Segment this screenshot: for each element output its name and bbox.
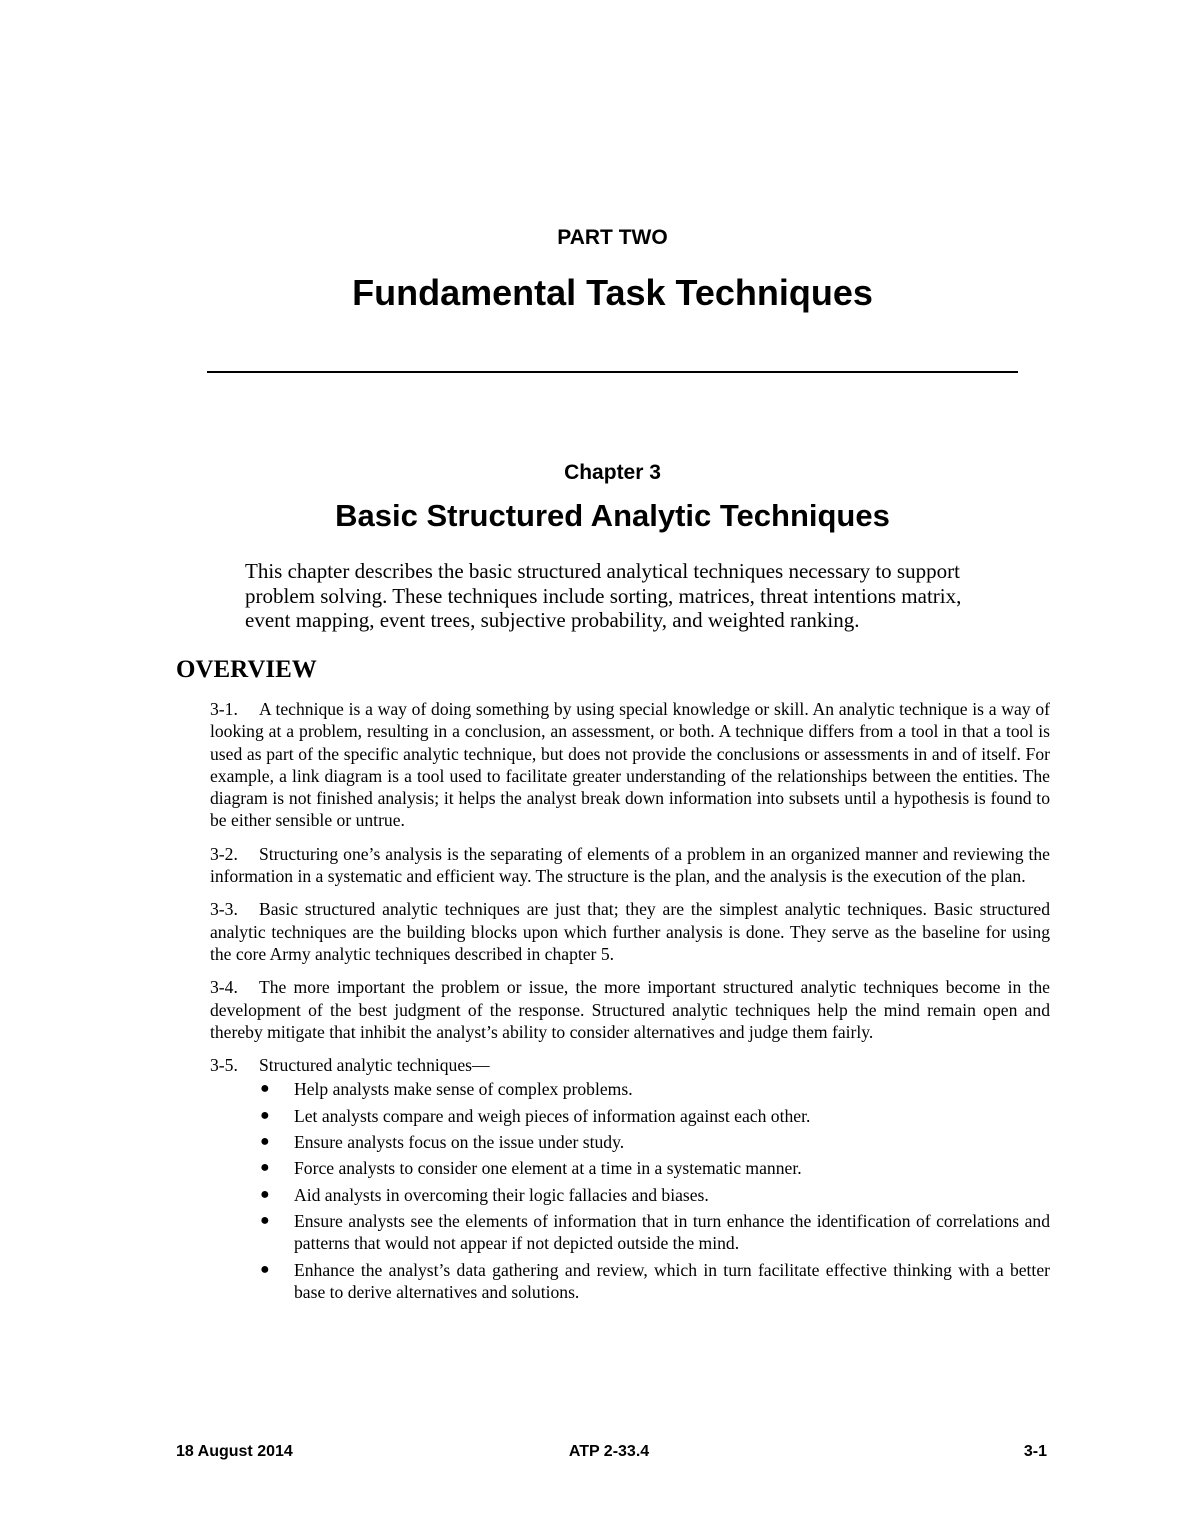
list-item xyxy=(210,1184,1050,1206)
list-item-text: Enhance the analyst’s data gathering and review, which in turn facilitate effective thinking with a better base to derive alternatives and solutions. xyxy=(294,1259,1050,1302)
bullet-list xyxy=(210,1078,1050,1303)
list-item xyxy=(210,1131,1050,1153)
list-item-text: Aid analysts in overcoming their logic fallacies and biases. xyxy=(294,1184,709,1205)
bullet-icon: ● xyxy=(260,1260,270,1278)
list-item xyxy=(210,1157,1050,1179)
list-item xyxy=(210,1210,1050,1255)
bullet-icon: ● xyxy=(260,1133,270,1151)
footer-date: 18 August 2014 xyxy=(176,1443,293,1460)
paragraph xyxy=(210,976,1050,1043)
list-item-text: Help analysts make sense of complex problems. xyxy=(294,1079,633,1100)
paragraph-number: 3-2. xyxy=(210,843,238,864)
divider-rule xyxy=(207,371,1018,373)
list-item-text: Let analysts compare and weigh pieces of information against each other. xyxy=(294,1105,811,1126)
paragraph xyxy=(210,1054,1050,1076)
paragraph xyxy=(210,843,1050,888)
paragraph-number: 3-3. xyxy=(210,899,238,920)
chapter-introduction: This chapter describes the basic structured analytical techniques necessary to support problem solving. These techniques include sorting, matrices, threat intentions matrix, event mapping, event trees, subjective probability, and weighted ranking. xyxy=(245,559,962,632)
paragraph xyxy=(210,898,1050,965)
bullet-icon: ● xyxy=(260,1159,270,1177)
paragraph-text: A technique is a way of doing something by using special knowledge or skill. An analytic technique is a way of looking at a problem, resulting in a conclusion, an assessment, or both. A technique differs from a tool in that a tool is used as part of the specific analytic technique, but does not provide the conclusions or assessments in and of itself. For example, a link diagram is a tool used to facilitate greater understanding of the relationships between the entities. The diagram is not finished analysis; it helps the analyst break down information into subsets until a hypothesis is found to be either sensible or untrue. xyxy=(210,699,1050,831)
bullet-icon: ● xyxy=(260,1080,270,1098)
list-item xyxy=(210,1259,1050,1304)
paragraph-number: 3-1. xyxy=(210,699,238,719)
bullet-icon: ● xyxy=(260,1106,270,1124)
footer-page-number: 3-1 xyxy=(1023,1443,1047,1460)
paragraph-text: The more important the problem or issue, the more important structured analytic techniques become in the development of the best judgment of the response. Structured analytic techniques help the mind remain open and thereby mitigate that inhibit the analyst’s ability to consider alternatives and judge them fairly. xyxy=(210,977,1050,1042)
footer-publication: ATP 2-33.4 xyxy=(568,1443,650,1460)
paragraph-text: Structuring one’s analysis is the separating of elements of a problem in an organized manner and reviewing the information in a systematic and efficient way. The structure is the plan, and the analysis is the execution of the plan. xyxy=(210,843,1050,887)
paragraph-text: Basic structured analytic techniques are just that; they are the simplest analytic techniques. Basic structured analytic techniques are the building blocks upon which further analysis is done. They serve as the baseline for using the core Army analytic techniques described in chapter 5. xyxy=(210,899,1050,964)
paragraph xyxy=(210,698,1050,832)
list-item xyxy=(210,1105,1050,1127)
paragraph-text: Structured analytic techniques— xyxy=(259,1055,490,1076)
bullet-icon: ● xyxy=(260,1185,270,1203)
bullet-icon: ● xyxy=(260,1211,270,1229)
chapter-label: Chapter 3 xyxy=(564,461,661,484)
section-body xyxy=(210,698,1050,1307)
section-heading: OVERVIEW xyxy=(176,656,317,683)
paragraph-number: 3-4. xyxy=(210,977,238,998)
chapter-title: Basic Structured Analytic Techniques xyxy=(335,498,890,533)
part-label: PART TWO xyxy=(557,226,668,249)
list-item-text: Ensure analysts focus on the issue under study. xyxy=(294,1132,625,1153)
list-item-text: Force analysts to consider one element at a time in a systematic manner. xyxy=(294,1158,802,1179)
part-title: Fundamental Task Techniques xyxy=(352,272,873,313)
paragraph-number: 3-5. xyxy=(210,1055,238,1076)
list-item xyxy=(210,1078,1050,1100)
list-item-text: Ensure analysts see the elements of information that in turn enhance the identification of correlations and patterns that would not appear if not depicted outside the mind. xyxy=(294,1210,1050,1254)
